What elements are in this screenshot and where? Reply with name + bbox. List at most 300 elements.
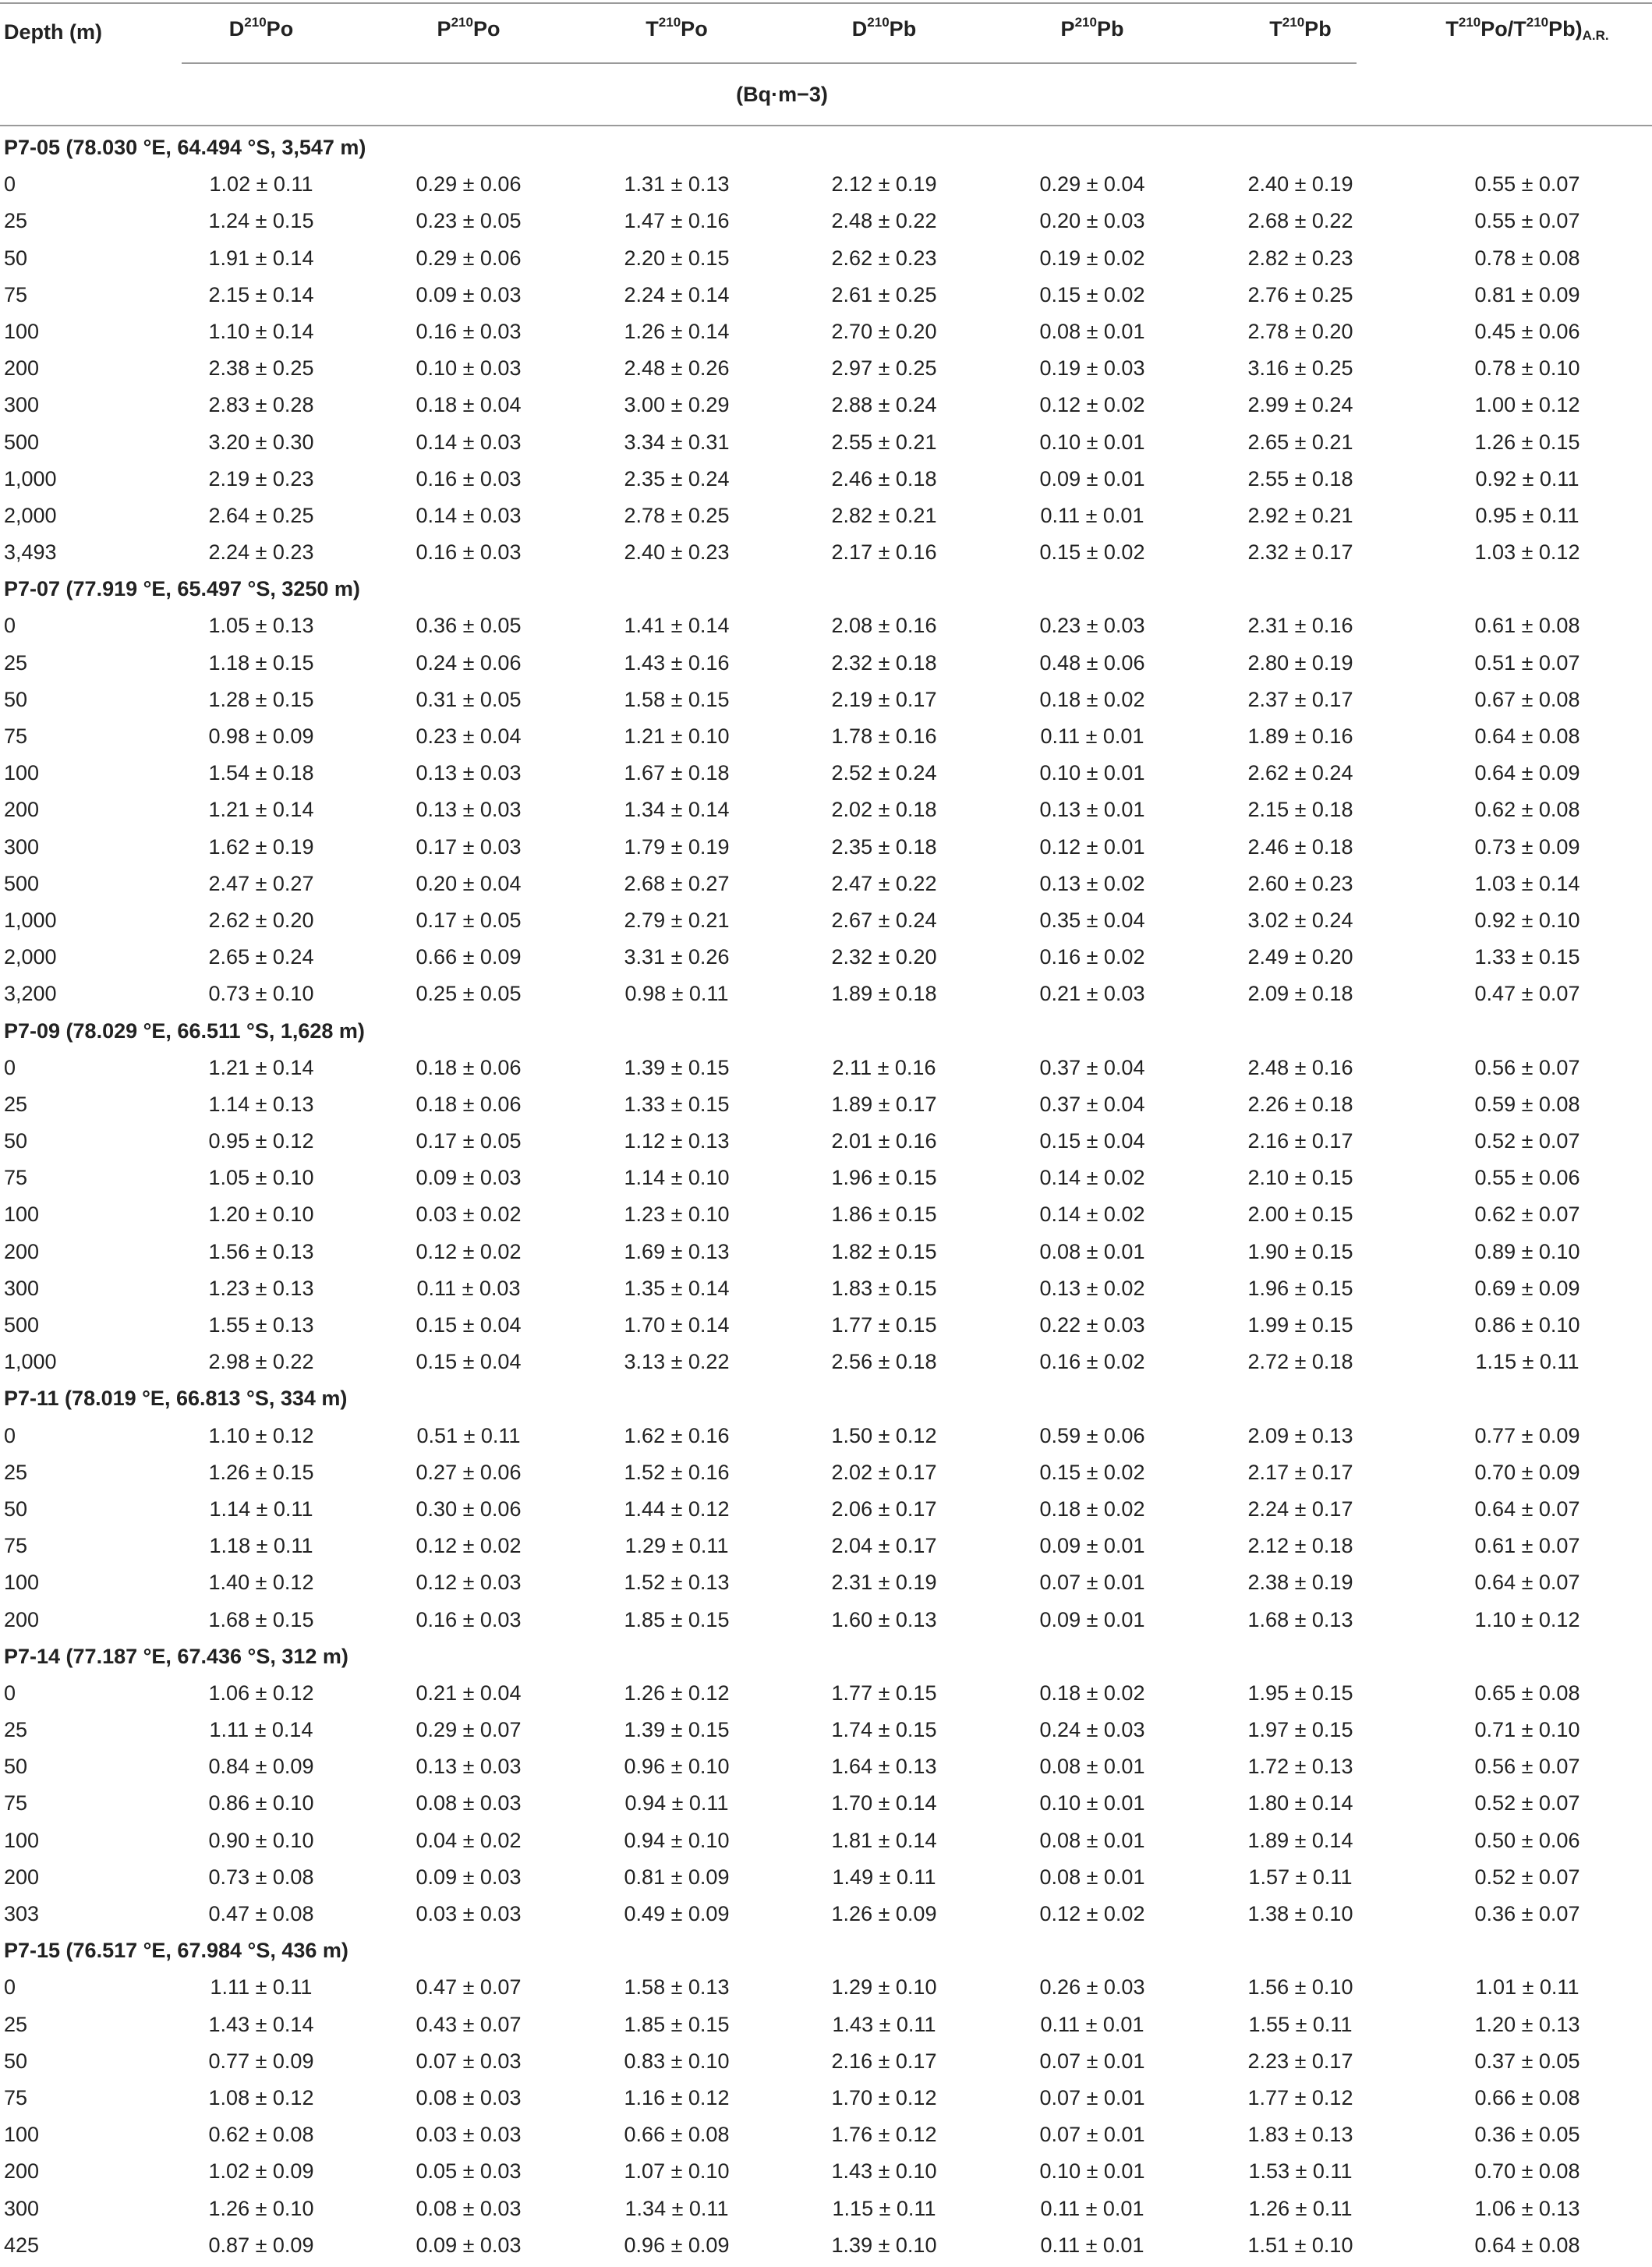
d-pb-cell: 2.17 ± 0.16 xyxy=(831,540,937,565)
d-pb-cell: 1.64 ± 0.13 xyxy=(831,1755,937,1779)
table-row xyxy=(0,795,1652,831)
activity-ratio-cell: 0.92 ± 0.10 xyxy=(1474,908,1580,932)
depth-cell: 25 xyxy=(4,1718,28,1742)
p-po-cell: 0.66 ± 0.09 xyxy=(416,945,522,969)
t-pb-cell: 2.10 ± 0.15 xyxy=(1247,1166,1353,1190)
depth-cell: 2,000 xyxy=(4,503,57,527)
t-pb-cell: 2.38 ± 0.19 xyxy=(1247,1571,1353,1595)
d-po-cell: 1.26 ± 0.10 xyxy=(208,2196,314,2220)
p-pb-cell: 0.18 ± 0.02 xyxy=(1039,1497,1145,1521)
d-pb-cell: 2.46 ± 0.18 xyxy=(831,466,937,491)
t-pb-cell: 2.31 ± 0.16 xyxy=(1247,614,1353,638)
p-po-cell: 0.43 ± 0.07 xyxy=(416,2012,522,2036)
table-row xyxy=(0,1531,1652,1567)
t-pb-cell: 1.55 ± 0.11 xyxy=(1248,2012,1353,2036)
depth-cell: 0 xyxy=(4,1055,16,1079)
header-d-pb: $D^{210}Pb$ xyxy=(851,15,917,41)
depth-cell: 25 xyxy=(4,1092,28,1116)
p-pb-cell: 0.15 ± 0.02 xyxy=(1039,282,1145,306)
header-span-rule xyxy=(182,62,1357,64)
activity-ratio-cell: 1.33 ± 0.15 xyxy=(1474,945,1580,969)
t-pb-cell: 2.23 ± 0.17 xyxy=(1247,2049,1353,2073)
t-pb-cell: 1.53 ± 0.11 xyxy=(1248,2159,1353,2184)
d-po-cell: 1.23 ± 0.13 xyxy=(208,1276,314,1300)
d-po-cell: 2.19 ± 0.23 xyxy=(208,466,314,491)
t-pb-cell: 1.96 ± 0.15 xyxy=(1247,1276,1353,1300)
p-po-cell: 0.05 ± 0.03 xyxy=(416,2159,522,2184)
table-row xyxy=(0,1273,1652,1310)
table-row xyxy=(0,1899,1652,1936)
d-pb-cell: 2.06 ± 0.17 xyxy=(831,1497,937,1521)
depth-cell: 200 xyxy=(4,1239,40,1263)
d-pb-cell: 2.35 ± 0.18 xyxy=(831,834,937,859)
activity-ratio-cell: 0.52 ± 0.07 xyxy=(1474,1129,1580,1153)
p-pb-cell: 0.08 ± 0.01 xyxy=(1039,319,1145,343)
depth-cell: 25 xyxy=(4,209,28,233)
d-pb-cell: 2.01 ± 0.16 xyxy=(831,1129,937,1153)
t-pb-cell: 2.00 ± 0.15 xyxy=(1247,1203,1353,1227)
p-po-cell: 0.11 ± 0.03 xyxy=(416,1276,521,1300)
header-activity-ratio: $T^{210}Po/T^{210}Pb)_{A.R.}$ xyxy=(1445,15,1609,43)
depth-cell: 100 xyxy=(4,2123,40,2147)
table-row xyxy=(0,832,1652,869)
activity-ratio-cell: 0.62 ± 0.08 xyxy=(1474,798,1580,822)
station-label: P7-11 (78.019 °E, 66.813 °S, 334 m) xyxy=(4,1387,348,1411)
p-po-cell: 0.03 ± 0.02 xyxy=(416,1203,522,1227)
table-row xyxy=(0,1347,1652,1383)
p-pb-cell: 0.59 ± 0.06 xyxy=(1039,1423,1145,1447)
t-po-cell: 1.34 ± 0.11 xyxy=(624,2196,729,2220)
d-pb-cell: 1.81 ± 0.14 xyxy=(831,1828,937,1852)
d-pb-cell: 2.62 ± 0.23 xyxy=(831,246,937,270)
p-po-cell: 0.16 ± 0.03 xyxy=(416,319,522,343)
depth-cell: 2,000 xyxy=(4,945,57,969)
p-pb-cell: 0.16 ± 0.02 xyxy=(1039,1350,1145,1374)
p-po-cell: 0.12 ± 0.02 xyxy=(416,1239,522,1263)
table-row xyxy=(0,464,1652,501)
d-pb-cell: 1.26 ± 0.09 xyxy=(831,1902,937,1925)
p-pb-cell: 0.11 ± 0.01 xyxy=(1040,503,1144,527)
t-pb-cell: 2.80 ± 0.19 xyxy=(1247,650,1353,675)
d-pb-cell: 1.39 ± 0.10 xyxy=(831,2233,937,2257)
table-row xyxy=(0,501,1652,537)
table-row xyxy=(0,1862,1652,1899)
t-po-cell: 1.44 ± 0.12 xyxy=(624,1497,730,1521)
d-pb-cell: 2.02 ± 0.17 xyxy=(831,1460,937,1484)
t-pb-cell: 2.55 ± 0.18 xyxy=(1247,466,1353,491)
d-pb-cell: 1.83 ± 0.15 xyxy=(831,1276,937,1300)
p-po-cell: 0.23 ± 0.04 xyxy=(416,724,522,748)
p-pb-cell: 0.08 ± 0.01 xyxy=(1039,1865,1145,1889)
d-pb-cell: 2.12 ± 0.19 xyxy=(831,172,937,197)
p-pb-cell: 0.14 ± 0.02 xyxy=(1039,1166,1145,1190)
t-po-cell: 1.85 ± 0.15 xyxy=(624,2012,730,2036)
t-po-cell: 1.52 ± 0.13 xyxy=(624,1571,730,1595)
t-po-cell: 1.26 ± 0.12 xyxy=(624,1681,730,1705)
table-row xyxy=(0,1421,1652,1458)
p-po-cell: 0.18 ± 0.06 xyxy=(416,1092,522,1116)
t-pb-cell: 2.49 ± 0.20 xyxy=(1247,945,1353,969)
t-po-cell: 1.29 ± 0.11 xyxy=(624,1534,729,1558)
activity-ratio-cell: 0.71 ± 0.10 xyxy=(1474,1718,1580,1742)
d-pb-cell: 1.60 ± 0.13 xyxy=(831,1607,937,1631)
t-pb-cell: 1.57 ± 0.11 xyxy=(1248,1865,1353,1889)
t-pb-cell: 2.37 ± 0.17 xyxy=(1247,687,1353,711)
d-po-cell: 1.08 ± 0.12 xyxy=(208,2085,314,2109)
d-po-cell: 0.84 ± 0.09 xyxy=(208,1755,314,1779)
p-pb-cell: 0.15 ± 0.02 xyxy=(1039,1460,1145,1484)
t-po-cell: 2.79 ± 0.21 xyxy=(624,908,730,932)
p-pb-cell: 0.37 ± 0.04 xyxy=(1039,1055,1145,1079)
p-pb-cell: 0.11 ± 0.01 xyxy=(1040,2196,1144,2220)
depth-cell: 50 xyxy=(4,246,28,270)
t-po-cell: 1.14 ± 0.10 xyxy=(624,1166,730,1190)
p-pb-cell: 0.21 ± 0.03 xyxy=(1039,982,1145,1006)
t-pb-cell: 2.16 ± 0.17 xyxy=(1247,1129,1353,1153)
table-row xyxy=(0,427,1652,464)
t-pb-cell: 1.97 ± 0.15 xyxy=(1247,1718,1353,1742)
t-po-cell: 3.34 ± 0.31 xyxy=(624,430,730,454)
p-pb-cell: 0.09 ± 0.01 xyxy=(1039,1607,1145,1631)
p-pb-cell: 0.24 ± 0.03 xyxy=(1039,1718,1145,1742)
d-pb-cell: 2.67 ± 0.24 xyxy=(831,908,937,932)
d-po-cell: 0.98 ± 0.09 xyxy=(208,724,314,748)
d-po-cell: 1.43 ± 0.14 xyxy=(208,2012,314,2036)
t-pb-cell: 2.99 ± 0.24 xyxy=(1247,393,1353,417)
p-po-cell: 0.13 ± 0.03 xyxy=(416,1755,522,1779)
p-pb-cell: 0.08 ± 0.01 xyxy=(1039,1755,1145,1779)
p-po-cell: 0.17 ± 0.03 xyxy=(416,834,522,859)
depth-cell: 100 xyxy=(4,319,40,343)
activity-ratio-cell: 1.00 ± 0.12 xyxy=(1474,393,1580,417)
p-pb-cell: 0.07 ± 0.01 xyxy=(1039,2085,1145,2109)
depth-cell: 100 xyxy=(4,1828,40,1852)
activity-ratio-cell: 0.56 ± 0.07 xyxy=(1474,1055,1580,1079)
t-po-cell: 0.66 ± 0.08 xyxy=(624,2123,730,2147)
d-pb-cell: 2.61 ± 0.25 xyxy=(831,282,937,306)
p-pb-cell: 0.18 ± 0.02 xyxy=(1039,1681,1145,1705)
station-label: P7-14 (77.187 °E, 67.436 °S, 312 m) xyxy=(4,1644,348,1668)
d-pb-cell: 2.82 ± 0.21 xyxy=(831,503,937,527)
p-pb-cell: 0.13 ± 0.01 xyxy=(1039,798,1145,822)
t-pb-cell: 1.89 ± 0.16 xyxy=(1247,724,1353,748)
activity-ratio-cell: 1.26 ± 0.15 xyxy=(1474,430,1580,454)
d-po-cell: 1.54 ± 0.18 xyxy=(208,761,314,785)
t-po-cell: 2.35 ± 0.24 xyxy=(624,466,730,491)
table-row xyxy=(0,1752,1652,1788)
depth-cell: 300 xyxy=(4,1276,40,1300)
p-po-cell: 0.25 ± 0.05 xyxy=(416,982,522,1006)
activity-ratio-cell: 0.70 ± 0.08 xyxy=(1474,2159,1580,2184)
t-pb-cell: 2.09 ± 0.18 xyxy=(1247,982,1353,1006)
d-po-cell: 1.06 ± 0.12 xyxy=(208,1681,314,1705)
depth-cell: 50 xyxy=(4,1129,28,1153)
t-pb-cell: 2.72 ± 0.18 xyxy=(1247,1350,1353,1374)
header-p-pb: $P^{210}Pb$ xyxy=(1060,15,1124,41)
depth-cell: 0 xyxy=(4,172,16,197)
table-row xyxy=(0,1199,1652,1236)
p-pb-cell: 0.09 ± 0.01 xyxy=(1039,1534,1145,1558)
t-po-cell: 1.58 ± 0.13 xyxy=(624,1975,730,2000)
p-pb-cell: 0.09 ± 0.01 xyxy=(1039,466,1145,491)
table-row xyxy=(0,611,1652,647)
d-po-cell: 2.15 ± 0.14 xyxy=(208,282,314,306)
header-units: (Bq·m−3) xyxy=(736,83,828,106)
p-po-cell: 0.12 ± 0.03 xyxy=(416,1571,522,1595)
t-po-cell: 1.70 ± 0.14 xyxy=(624,1313,730,1337)
d-pb-cell: 2.32 ± 0.18 xyxy=(831,650,937,675)
depth-cell: 50 xyxy=(4,687,28,711)
p-pb-cell: 0.11 ± 0.01 xyxy=(1040,2012,1144,2036)
t-po-cell: 0.94 ± 0.11 xyxy=(624,1791,729,1815)
station-header-row xyxy=(0,1936,1652,1972)
p-pb-cell: 0.07 ± 0.01 xyxy=(1039,2049,1145,2073)
d-po-cell: 0.62 ± 0.08 xyxy=(208,2123,314,2147)
d-po-cell: 1.21 ± 0.14 xyxy=(208,798,314,822)
activity-ratio-cell: 1.03 ± 0.14 xyxy=(1474,871,1580,895)
t-pb-cell: 3.16 ± 0.25 xyxy=(1247,356,1353,381)
d-pb-cell: 1.49 ± 0.11 xyxy=(832,1865,936,1889)
depth-cell: 200 xyxy=(4,1865,40,1889)
activity-ratio-cell: 0.52 ± 0.07 xyxy=(1474,1865,1580,1889)
t-pb-cell: 1.26 ± 0.11 xyxy=(1248,2196,1353,2220)
d-po-cell: 1.40 ± 0.12 xyxy=(208,1571,314,1595)
table-row xyxy=(0,1053,1652,1089)
p-po-cell: 0.47 ± 0.07 xyxy=(416,1975,522,2000)
t-po-cell: 2.78 ± 0.25 xyxy=(624,503,730,527)
activity-ratio-cell: 0.62 ± 0.07 xyxy=(1474,1203,1580,1227)
station-header-row xyxy=(0,1016,1652,1053)
p-pb-cell: 0.18 ± 0.02 xyxy=(1039,687,1145,711)
activity-ratio-cell: 0.81 ± 0.09 xyxy=(1474,282,1580,306)
d-po-cell: 0.87 ± 0.09 xyxy=(208,2233,314,2257)
p-po-cell: 0.14 ± 0.03 xyxy=(416,503,522,527)
d-po-cell: 1.11 ± 0.11 xyxy=(210,1975,313,2000)
table-row xyxy=(0,942,1652,979)
d-pb-cell: 2.31 ± 0.19 xyxy=(831,1571,937,1595)
p-pb-cell: 0.08 ± 0.01 xyxy=(1039,1239,1145,1263)
t-po-cell: 1.31 ± 0.13 xyxy=(624,172,730,197)
t-pb-cell: 1.51 ± 0.10 xyxy=(1247,2233,1353,2257)
depth-cell: 3,200 xyxy=(4,982,57,1006)
p-pb-cell: 0.07 ± 0.01 xyxy=(1039,2123,1145,2147)
p-po-cell: 0.16 ± 0.03 xyxy=(416,466,522,491)
station-header-row xyxy=(0,1642,1652,1678)
table-row xyxy=(0,1310,1652,1347)
table-row xyxy=(0,1237,1652,1273)
activity-ratio-cell: 0.56 ± 0.07 xyxy=(1474,1755,1580,1779)
d-pb-cell: 2.48 ± 0.22 xyxy=(831,209,937,233)
t-pb-cell: 2.15 ± 0.18 xyxy=(1247,798,1353,822)
table-row xyxy=(0,1089,1652,1126)
t-po-cell: 1.26 ± 0.14 xyxy=(624,319,730,343)
t-po-cell: 0.96 ± 0.09 xyxy=(624,2233,730,2257)
depth-cell: 50 xyxy=(4,2049,28,2073)
p-pb-cell: 0.12 ± 0.01 xyxy=(1039,834,1145,859)
p-po-cell: 0.18 ± 0.04 xyxy=(416,393,522,417)
header-p-po: $P^{210}Po$ xyxy=(437,15,501,41)
d-pb-cell: 2.97 ± 0.25 xyxy=(831,356,937,381)
table-row xyxy=(0,390,1652,427)
t-pb-cell: 1.83 ± 0.13 xyxy=(1247,2123,1353,2147)
table-row xyxy=(0,169,1652,206)
d-po-cell: 2.64 ± 0.25 xyxy=(208,503,314,527)
p-pb-cell: 0.14 ± 0.02 xyxy=(1039,1203,1145,1227)
p-po-cell: 0.21 ± 0.04 xyxy=(416,1681,522,1705)
p-po-cell: 0.18 ± 0.06 xyxy=(416,1055,522,1079)
depth-cell: 303 xyxy=(4,1902,40,1925)
activity-ratio-cell: 1.03 ± 0.12 xyxy=(1474,540,1580,565)
d-po-cell: 1.68 ± 0.15 xyxy=(208,1607,314,1631)
table-row xyxy=(0,243,1652,280)
depth-cell: 1,000 xyxy=(4,908,57,932)
table-row xyxy=(0,1567,1652,1604)
d-pb-cell: 2.55 ± 0.21 xyxy=(831,430,937,454)
d-po-cell: 1.10 ± 0.14 xyxy=(208,319,314,343)
table-row xyxy=(0,2230,1652,2267)
depth-cell: 3,493 xyxy=(4,540,57,565)
d-po-cell: 1.28 ± 0.15 xyxy=(208,687,314,711)
p-pb-cell: 0.22 ± 0.03 xyxy=(1039,1313,1145,1337)
t-po-cell: 0.96 ± 0.10 xyxy=(624,1755,730,1779)
table-row xyxy=(0,537,1652,574)
d-pb-cell: 2.16 ± 0.17 xyxy=(831,2049,937,2073)
d-pb-cell: 1.86 ± 0.15 xyxy=(831,1203,937,1227)
p-pb-cell: 0.10 ± 0.01 xyxy=(1039,2159,1145,2184)
depth-cell: 200 xyxy=(4,2159,40,2184)
d-po-cell: 1.11 ± 0.14 xyxy=(209,1718,313,1742)
p-pb-cell: 0.19 ± 0.02 xyxy=(1039,246,1145,270)
table-row xyxy=(0,280,1652,317)
p-pb-cell: 0.11 ± 0.01 xyxy=(1040,2233,1144,2257)
t-po-cell: 0.81 ± 0.09 xyxy=(624,1865,730,1889)
activity-ratio-cell: 0.77 ± 0.09 xyxy=(1474,1423,1580,1447)
t-pb-cell: 2.32 ± 0.17 xyxy=(1247,540,1353,565)
activity-ratio-cell: 0.64 ± 0.08 xyxy=(1474,2233,1580,2257)
activity-ratio-cell: 0.50 ± 0.06 xyxy=(1474,1828,1580,1852)
t-po-cell: 1.62 ± 0.16 xyxy=(624,1423,730,1447)
p-pb-cell: 0.12 ± 0.02 xyxy=(1039,1902,1145,1925)
p-pb-cell: 0.35 ± 0.04 xyxy=(1039,908,1145,932)
d-pb-cell: 2.04 ± 0.17 xyxy=(831,1534,937,1558)
depth-cell: 0 xyxy=(4,1975,16,2000)
activity-ratio-cell: 1.20 ± 0.13 xyxy=(1474,2012,1580,2036)
t-po-cell: 2.24 ± 0.14 xyxy=(624,282,730,306)
table-row xyxy=(0,2046,1652,2083)
p-po-cell: 0.16 ± 0.03 xyxy=(416,540,522,565)
d-pb-cell: 2.70 ± 0.20 xyxy=(831,319,937,343)
activity-ratio-cell: 0.36 ± 0.07 xyxy=(1474,1902,1580,1925)
header-depth: Depth (m) xyxy=(4,20,102,44)
p-po-cell: 0.04 ± 0.02 xyxy=(416,1828,522,1852)
t-po-cell: 1.39 ± 0.15 xyxy=(624,1718,730,1742)
t-pb-cell: 2.24 ± 0.17 xyxy=(1247,1497,1353,1521)
p-po-cell: 0.27 ± 0.06 xyxy=(416,1460,522,1484)
t-po-cell: 2.20 ± 0.15 xyxy=(624,246,730,270)
table-row xyxy=(0,317,1652,353)
activity-ratio-cell: 0.61 ± 0.07 xyxy=(1474,1534,1580,1558)
activity-ratio-cell: 0.59 ± 0.08 xyxy=(1474,1092,1580,1116)
d-po-cell: 1.14 ± 0.13 xyxy=(208,1092,314,1116)
t-pb-cell: 2.62 ± 0.24 xyxy=(1247,761,1353,785)
table-row xyxy=(0,2010,1652,2046)
d-pb-cell: 1.43 ± 0.11 xyxy=(832,2012,936,2036)
p-pb-cell: 0.13 ± 0.02 xyxy=(1039,871,1145,895)
t-po-cell: 2.48 ± 0.26 xyxy=(624,356,730,381)
p-po-cell: 0.17 ± 0.05 xyxy=(416,1129,522,1153)
t-po-cell: 1.85 ± 0.15 xyxy=(624,1607,730,1631)
p-po-cell: 0.03 ± 0.03 xyxy=(416,2123,522,2147)
activity-ratio-cell: 0.78 ± 0.08 xyxy=(1474,246,1580,270)
d-pb-cell: 2.19 ± 0.17 xyxy=(831,687,937,711)
d-pb-cell: 1.82 ± 0.15 xyxy=(831,1239,937,1263)
d-po-cell: 2.62 ± 0.20 xyxy=(208,908,314,932)
depth-cell: 300 xyxy=(4,834,40,859)
t-po-cell: 1.21 ± 0.10 xyxy=(624,724,730,748)
table-row xyxy=(0,1458,1652,1494)
p-po-cell: 0.36 ± 0.05 xyxy=(416,614,522,638)
p-po-cell: 0.07 ± 0.03 xyxy=(416,2049,522,2073)
activity-ratio-cell: 0.78 ± 0.10 xyxy=(1474,356,1580,381)
depth-cell: 100 xyxy=(4,761,40,785)
t-po-cell: 1.69 ± 0.13 xyxy=(624,1239,730,1263)
table-row xyxy=(0,905,1652,942)
t-pb-cell: 2.26 ± 0.18 xyxy=(1247,1092,1353,1116)
table-row xyxy=(0,2083,1652,2120)
t-pb-cell: 1.72 ± 0.13 xyxy=(1247,1755,1353,1779)
d-po-cell: 1.91 ± 0.14 xyxy=(208,246,314,270)
p-po-cell: 0.15 ± 0.04 xyxy=(416,1350,522,1374)
depth-cell: 25 xyxy=(4,650,28,675)
t-po-cell: 1.52 ± 0.16 xyxy=(624,1460,730,1484)
t-po-cell: 3.31 ± 0.26 xyxy=(624,945,730,969)
d-pb-cell: 2.11 ± 0.16 xyxy=(832,1055,936,1079)
top-rule xyxy=(0,2,1652,4)
depth-cell: 75 xyxy=(4,1791,28,1815)
depth-cell: 0 xyxy=(4,614,16,638)
activity-ratio-cell: 1.06 ± 0.13 xyxy=(1474,2196,1580,2220)
t-po-cell: 1.23 ± 0.10 xyxy=(624,1203,730,1227)
d-pb-cell: 1.89 ± 0.17 xyxy=(831,1092,937,1116)
p-po-cell: 0.09 ± 0.03 xyxy=(416,282,522,306)
t-po-cell: 3.13 ± 0.22 xyxy=(624,1350,730,1374)
p-po-cell: 0.10 ± 0.03 xyxy=(416,356,522,381)
t-po-cell: 0.83 ± 0.10 xyxy=(624,2049,730,2073)
header-d-po: $D^{210}Po$ xyxy=(228,15,294,41)
t-pb-cell: 2.76 ± 0.25 xyxy=(1247,282,1353,306)
p-po-cell: 0.08 ± 0.03 xyxy=(416,1791,522,1815)
depth-cell: 100 xyxy=(4,1571,40,1595)
activity-ratio-cell: 0.64 ± 0.08 xyxy=(1474,724,1580,748)
t-pb-cell: 2.92 ± 0.21 xyxy=(1247,503,1353,527)
d-po-cell: 0.86 ± 0.10 xyxy=(208,1791,314,1815)
activity-ratio-cell: 0.47 ± 0.07 xyxy=(1474,982,1580,1006)
p-po-cell: 0.09 ± 0.03 xyxy=(416,1865,522,1889)
header-t-pb: $T^{210}Pb$ xyxy=(1269,15,1332,41)
p-po-cell: 0.29 ± 0.06 xyxy=(416,246,522,270)
depth-cell: 1,000 xyxy=(4,466,57,491)
activity-ratio-cell: 0.65 ± 0.08 xyxy=(1474,1681,1580,1705)
t-pb-cell: 2.82 ± 0.23 xyxy=(1247,246,1353,270)
activity-ratio-cell: 0.45 ± 0.06 xyxy=(1474,319,1580,343)
d-pb-cell: 1.77 ± 0.15 xyxy=(831,1313,937,1337)
p-pb-cell: 0.12 ± 0.02 xyxy=(1039,393,1145,417)
table-row xyxy=(0,2156,1652,2193)
activity-ratio-cell: 0.66 ± 0.08 xyxy=(1474,2085,1580,2109)
p-po-cell: 0.17 ± 0.05 xyxy=(416,908,522,932)
t-po-cell: 1.58 ± 0.15 xyxy=(624,687,730,711)
d-po-cell: 3.20 ± 0.30 xyxy=(208,430,314,454)
